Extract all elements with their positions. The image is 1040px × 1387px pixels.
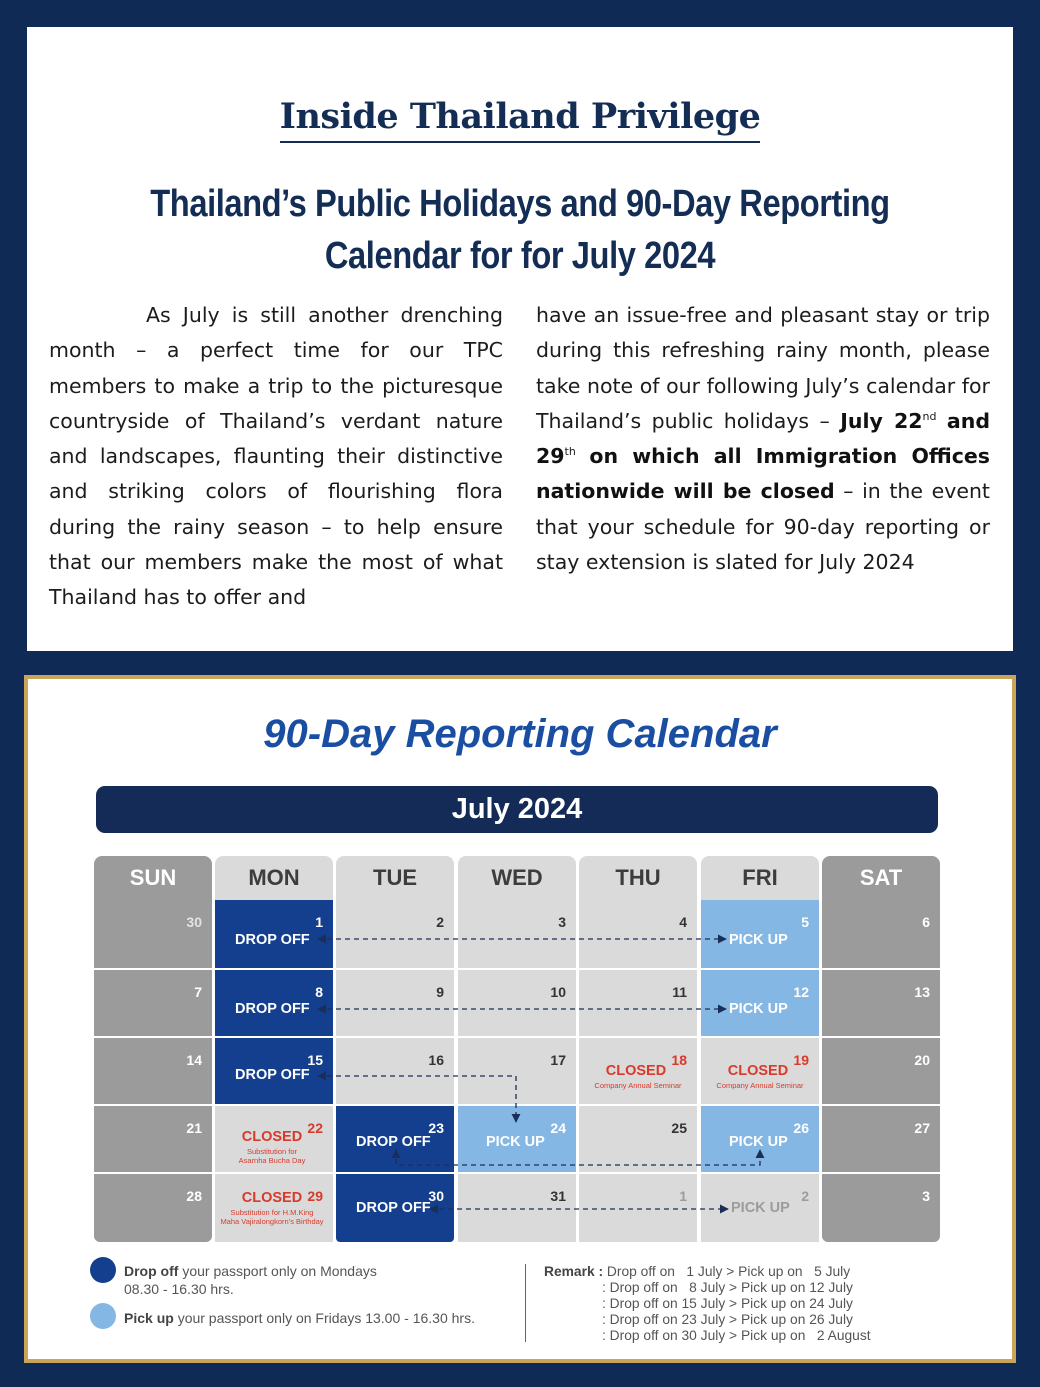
remark-block — [544, 1264, 871, 1344]
day-header-sun: SUN — [94, 856, 212, 900]
brand-title: Inside Thailand Privilege — [280, 96, 761, 143]
intro-bold-closed-notice: on which all Immigration Offices nationwide will be closed — [536, 444, 990, 504]
sup-nd: nd — [922, 410, 937, 424]
day-number: 29 — [307, 1188, 323, 1204]
calendar-cell — [94, 970, 212, 1036]
day-number: 23 — [428, 1120, 444, 1136]
day-number: 21 — [186, 1120, 202, 1136]
calendar-cell-next-month — [701, 1174, 819, 1242]
intro-left-column: As July is still another drenching month – a perfect time for our TPC members to make a trip to the picturesque countryside of Thailand’s verdant nature and landscapes, flaunting their distinctive and striking colors of flourishing flora during the rainy season – to help ensure that our members make the most of what Thailand has to offer and — [49, 303, 503, 610]
day-number: 10 — [550, 984, 566, 1000]
day-number: 30 — [428, 1188, 444, 1204]
calendar-cell-next-month — [579, 1174, 697, 1242]
closed-label: CLOSED — [727, 1063, 789, 1079]
day-number: 9 — [436, 984, 444, 1000]
calendar-cell — [458, 1038, 576, 1104]
calendar-cell — [458, 1174, 576, 1242]
day-number: 1 — [679, 1188, 687, 1204]
day-number: 28 — [186, 1188, 202, 1204]
day-number: 12 — [793, 984, 809, 1000]
day-number: 2 — [436, 914, 444, 930]
day-number: 3 — [922, 1188, 930, 1204]
calendar-cell-drop-off — [336, 1106, 454, 1172]
remark-row — [544, 1264, 871, 1280]
closed-note: Company Annual Seminar — [716, 1081, 804, 1090]
closed-label: CLOSED — [241, 1129, 303, 1145]
drop-off-legend-hours: 08.30 - 16.30 hrs. — [124, 1281, 234, 1297]
closed-note: Company Annual Seminar — [594, 1081, 682, 1090]
day-number: 27 — [914, 1120, 930, 1136]
drop-off-legend-bold: Drop off — [124, 1263, 179, 1279]
legend-divider — [525, 1264, 526, 1342]
closed-label: CLOSED — [605, 1063, 667, 1079]
calendar-cell — [822, 1174, 940, 1242]
calendar-cell — [822, 1106, 940, 1172]
intro-bold-july-22: July 22 — [840, 408, 923, 433]
day-number: 6 — [922, 914, 930, 930]
calendar-cell-pick-up — [701, 900, 819, 968]
intro-right-text-b: – in the event that your schedule for 90-day reporting or stay extension is slated for July 2024 — [536, 479, 990, 575]
intro-right-text-a: have an issue-free and pleasant stay or trip during this refreshing rainy month, please take note of our following July’s calendar for Thailand’s public holidays – — [536, 303, 990, 433]
day-number: 31 — [550, 1188, 566, 1204]
closed-note-line-2: Asarnha Bucha Day — [238, 1156, 306, 1165]
remark-row: : Drop off on 30 July > Pick up on 2 August — [602, 1328, 871, 1343]
pick-up-label: PICK UP — [729, 1134, 788, 1150]
day-header-tue: TUE — [336, 856, 454, 900]
calendar-cell — [822, 1038, 940, 1104]
calendar-cell — [94, 1106, 212, 1172]
drop-off-legend-text: your passport only on Mondays — [182, 1263, 377, 1279]
day-number: 16 — [428, 1052, 444, 1068]
day-header-wed: WED — [458, 856, 576, 900]
drop-off-label: DROP OFF — [356, 1200, 431, 1216]
calendar-cell-closed — [579, 1038, 697, 1104]
day-number: 25 — [671, 1120, 687, 1136]
day-number: 24 — [550, 1120, 566, 1136]
calendar-title: 90-Day Reporting Calendar — [263, 712, 777, 756]
drop-off-label: DROP OFF — [235, 932, 310, 948]
remark-label: Remark : — [544, 1264, 604, 1279]
calendar-cell — [822, 900, 940, 968]
remark-row-text: Drop off on 1 July > Pick up on 5 July — [606, 1264, 851, 1279]
day-header-mon: MON — [215, 856, 333, 900]
article-headline — [73, 178, 967, 282]
drop-off-label: DROP OFF — [356, 1134, 431, 1150]
day-number: 20 — [914, 1052, 930, 1068]
brand-heading — [0, 96, 1040, 143]
day-number: 17 — [550, 1052, 566, 1068]
day-number: 7 — [194, 984, 202, 1000]
calendar-cell — [94, 1038, 212, 1104]
calendar-cell — [579, 1106, 697, 1172]
calendar-cell-pick-up — [701, 970, 819, 1036]
remark-row: : Drop off on 8 July > Pick up on 12 July — [602, 1280, 853, 1295]
calendar-cell — [336, 1038, 454, 1104]
day-header-thu: THU — [579, 856, 697, 900]
day-number: 4 — [679, 914, 687, 930]
calendar-cell — [94, 1174, 212, 1242]
day-number: 18 — [671, 1052, 687, 1068]
day-number: 13 — [914, 984, 930, 1000]
calendar-cell-closed — [701, 1038, 819, 1104]
pick-up-legend-dot — [90, 1303, 116, 1329]
day-number: 30 — [186, 914, 202, 930]
pick-up-label: PICK UP — [729, 1001, 788, 1017]
day-number: 3 — [558, 914, 566, 930]
calendar-cell-drop-off — [215, 970, 333, 1036]
calendar-cell — [336, 900, 454, 968]
calendar-cell — [579, 970, 697, 1036]
calendar-cell-pick-up — [458, 1106, 576, 1172]
drop-off-legend-dot — [90, 1257, 116, 1283]
headline-line-2: Calendar for for July 2024 — [324, 235, 716, 277]
pick-up-legend — [124, 1309, 475, 1327]
closed-note-line-2: Maha Vajiralongkorn’s Birthday — [220, 1217, 324, 1226]
drop-off-label: DROP OFF — [235, 1067, 310, 1083]
calendar-cell-drop-off — [215, 1038, 333, 1104]
intro-bold-and-29: and 29 — [536, 408, 990, 469]
day-number: 8 — [315, 984, 323, 1000]
pick-up-label: PICK UP — [486, 1134, 545, 1150]
closed-label: CLOSED — [241, 1190, 303, 1206]
day-number: 14 — [186, 1052, 202, 1068]
month-bar: July 2024 — [96, 786, 938, 833]
pick-up-legend-bold: Pick up — [124, 1310, 174, 1326]
day-header-fri: FRI — [701, 856, 819, 900]
pick-up-label: PICK UP — [731, 1200, 790, 1216]
calendar-cell — [458, 970, 576, 1036]
day-header-sat: SAT — [822, 856, 940, 900]
calendar-cell-drop-off — [215, 900, 333, 968]
day-number: 1 — [315, 914, 323, 930]
calendar-cell-drop-off — [336, 1174, 454, 1242]
day-number: 11 — [672, 984, 687, 1000]
remark-row: : Drop off on 23 July > Pick up on 26 July — [602, 1312, 853, 1327]
calendar-cell — [458, 900, 576, 968]
calendar-cell — [822, 970, 940, 1036]
day-number: 2 — [801, 1188, 809, 1204]
day-number: 15 — [307, 1052, 323, 1068]
closed-note-line-1: Substitution for H.M.King — [230, 1208, 314, 1217]
intro-right-column — [536, 298, 990, 580]
calendar-cell — [94, 900, 212, 968]
pick-up-label: PICK UP — [729, 932, 788, 948]
drop-off-legend — [124, 1262, 377, 1298]
sup-th: th — [564, 445, 576, 459]
day-number: 5 — [801, 914, 809, 930]
closed-note-line-1: Substitution for — [246, 1147, 298, 1156]
day-number: 19 — [793, 1052, 809, 1068]
calendar-cell-closed — [215, 1106, 333, 1172]
day-number: 22 — [307, 1120, 323, 1136]
calendar-cell-pick-up — [701, 1106, 819, 1172]
calendar-cell — [336, 970, 454, 1036]
pick-up-legend-text: your passport only on Fridays 13.00 - 16.30 hrs. — [177, 1310, 475, 1326]
calendar-cell-closed — [215, 1174, 333, 1242]
calendar-cell — [579, 900, 697, 968]
drop-off-label: DROP OFF — [235, 1001, 310, 1017]
day-number: 26 — [793, 1120, 809, 1136]
headline-line-1: Thailand’s Public Holidays and 90-Day Reporting — [150, 183, 890, 225]
remark-row: : Drop off on 15 July > Pick up on 24 July — [602, 1296, 853, 1311]
